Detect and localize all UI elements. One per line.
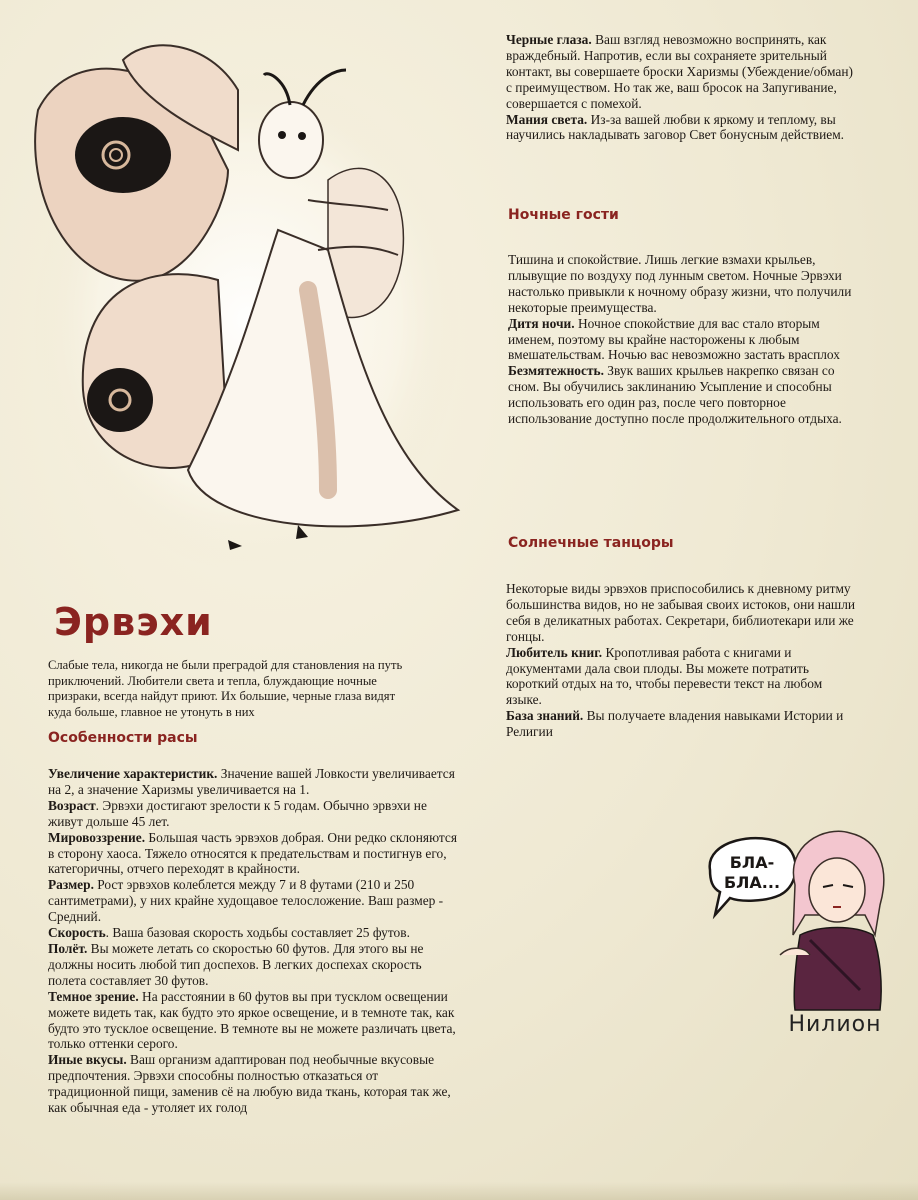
trait-item [506,112,856,144]
speech-text-line1: БЛА- [729,853,775,872]
trait-text: Звук ваших крыльев накрепко связан со сном. Вы обучились заклинанию Усыпление и способны использовать его один раз, после чего повторное использование доступно после продолжительного отдыха. [508,363,842,427]
trait-item [508,363,860,427]
trait-text: Из-за вашей любви к яркому и теплому, вы научились накладывать заговор Свет бонусным действием. [506,111,845,143]
page-bottom-edge [0,1182,918,1200]
moth-girl-illustration [28,30,468,570]
trait-item [48,798,463,830]
night-heading: Ночные гости [508,207,619,223]
page-title: Эрвэхи [54,600,213,644]
trait-text: Большая часть эрвэхов добрая. Они редко склоняются в сторону хаоса. Тяжело относятся к предательствам и постигнув его, категоричны, отчего переходят в крайности. [48,829,458,877]
trait-text: . Эрвэхи достигают зрелости к 5 годам. Обычно эрвэхи не живут дольше 45 лет. [48,797,427,829]
trait-item [48,1052,463,1116]
trait-name: Черные глаза. [506,32,592,47]
race-traits [48,766,463,1116]
trait-name: Полёт. [48,940,88,956]
trait-name: Дитя ночи. [508,315,575,331]
trait-item [508,316,860,364]
trait-name: Безмятежность. [508,363,604,379]
trait-name: Возраст [48,797,96,813]
trait-name: Иные вкусы. [48,1052,127,1068]
trait-name: Размер. [48,877,94,893]
trait-text: . Ваша базовая скорость ходьбы составляет 25 футов. [105,925,410,941]
trait-text: На расстоянии в 60 футов вы при тусклом освещении можете видеть так, как будто это яркое освещение, и в темноте так, как будто это тусклое освещение. В темноте вы не можете различать цвета, только оттенки серого. [48,988,456,1052]
trait-text: Кропотливая работа с книгами и документами дала свои плоды. Вы можете потратить короткий отдых на то, чтобы перевести текст на любом языке. [506,644,823,708]
speech-text-line2: БЛА... [723,873,781,892]
trait-item [48,925,463,941]
trait-item [48,766,463,798]
trait-item [48,877,463,925]
traits-heading: Особенности расы [48,730,198,746]
sun-subrace [506,581,856,740]
trait-item [48,989,463,1053]
night-subrace [508,252,860,427]
trait-item [48,830,463,878]
trait-text: Рост эрвэхов колеблется между 7 и 8 футами (210 и 250 сантиметрами), у них крайне худощавое телосложение. Ваш размер - Средний. [48,877,444,925]
trait-name: Скорость [48,925,106,941]
trait-text: Вы можете летать со скоростью 60 футов. Для этого вы не должны носить любой тип доспехов. В легких доспехах скорость полета составляет 30 футов. [48,940,424,988]
trait-name: Мировоззрение. [48,829,146,845]
trait-name: Увеличение характеристик. [48,766,218,781]
trait-item [506,32,856,112]
trait-item [506,708,856,740]
trait-name: Любитель книг. [506,644,603,660]
continued-traits [506,32,856,143]
trait-name: База знаний. [506,708,584,724]
trait-item [506,645,856,709]
subrace-intro: Некоторые виды эрвэхов приспособились к дневному ритму большинства видов, но не забывая своих истоков, они нашли себя в деликатных работах. Секретари, библиотекари или же гонцы. [506,581,856,644]
trait-text: Вы получаете владения навыками Истории и Религии [506,708,844,740]
trait-name: Темное зрение. [48,988,139,1004]
trait-item [48,941,463,989]
race-intro: Слабые тела, никогда не были преградой для становления на путь приключений. Любители света и тепла, блуждающие ночные призраки, всегда найдут приют. Их большие, черные глаза видят куда больше, главное не утонуть в них [48,658,403,719]
signature: Нилион [788,1012,882,1037]
trait-text: Значение вашей Ловкости увеличивается на 2, а значение Харизмы увеличивается на 1. [48,766,455,797]
trait-text: Ваш организм адаптирован под необычные вкусовые предпочтения. Эрвэхи способны полностью отказаться от традиционной пищи, заменив сё на любую вида ткань, которая так же, как обычная еда - утоляет их голод [48,1052,451,1116]
trait-name: Мания света. [506,111,588,127]
trait-text: Ваш взгляд невозможно воспринять, как враждебный. Напротив, если вы сохраняете зрительный контакт, вы совершаете броски Харизмы (Убеждение/обман) с преимуществом. Но так же, ваш бросок на Запугивание, совершается с помехой. [506,32,853,111]
nilion-character [775,825,895,1015]
subrace-intro: Тишина и спокойствие. Лишь легкие взмахи крыльев, плывущие по воздуху под лунным светом. Ночные Эрвэхи настолько привыкли к ночному образу жизни, что получили некоторые преимущества. [508,252,852,315]
sun-heading: Солнечные танцоры [508,535,674,551]
trait-text: Ночное спокойствие для вас стало вторым именем, поэтому вы крайне насторожены к любым вмешательствам. Ночью вас невозможно застать врасплох [508,315,840,363]
